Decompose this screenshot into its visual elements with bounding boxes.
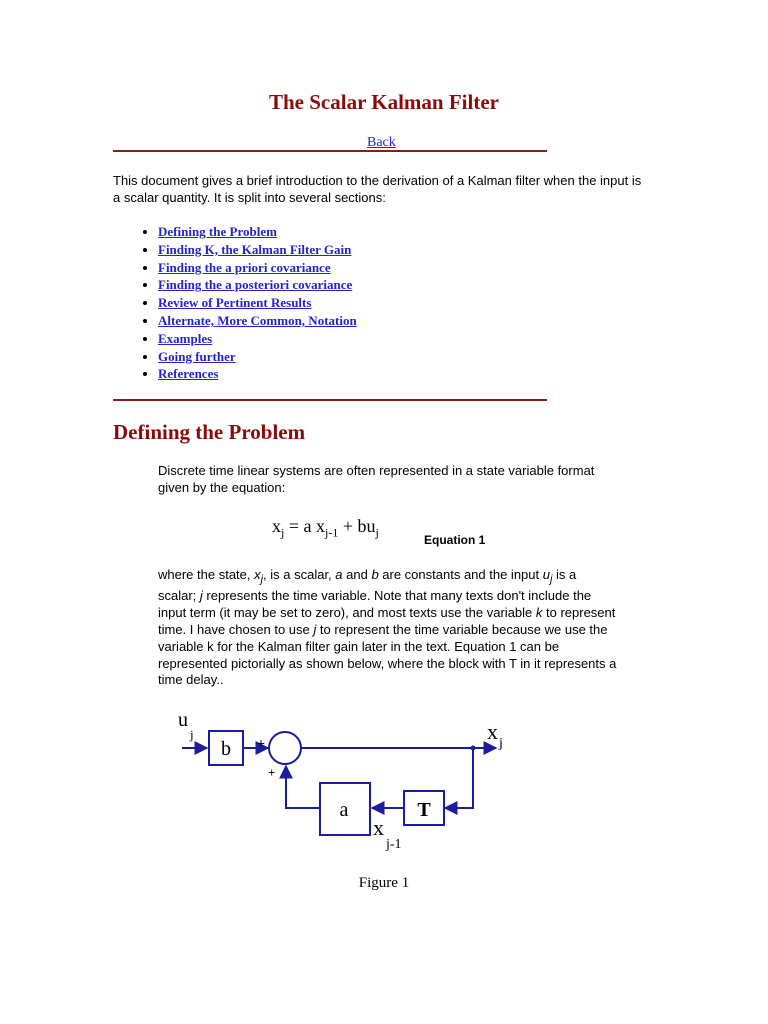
equation-label: Equation 1: [424, 533, 486, 547]
output-subscript: j: [499, 736, 503, 751]
feedback-subscript: j-1: [386, 837, 402, 852]
toc-item: [158, 312, 357, 330]
intro-text: This document gives a brief introduction to the derivation of a Kalman filter when the input is a scalar quantity. It is split into several sections:: [113, 173, 642, 205]
toc-item: [158, 294, 357, 312]
toc-item: [158, 330, 357, 348]
divider-bottom: [113, 399, 547, 401]
plus-sign-bottom: +: [268, 765, 276, 780]
toc-link-examples[interactable]: Examples: [158, 330, 213, 346]
section-paragraph-1: Discrete time linear systems are often represented in a state variable format given by the equation:: [158, 463, 595, 495]
toc-item: [158, 348, 357, 366]
equation-1: $x_j = a$ $x_{j-1} + bu_j$: [272, 516, 379, 540]
section-heading: Defining the Problem: [113, 420, 306, 444]
table-of-contents: [113, 223, 357, 383]
toc-link-references[interactable]: References: [158, 366, 219, 382]
toc-item: [158, 223, 357, 241]
figure-caption: Figure 1: [358, 875, 410, 891]
block-t-label: T: [417, 799, 431, 821]
input-subscript: j: [190, 727, 194, 742]
toc-link-kalman-gain[interactable]: Finding K, the Kalman Filter Gain: [158, 241, 352, 257]
toc-item: [158, 276, 357, 294]
output-label: x: [487, 719, 498, 744]
toc-link-a-posteriori[interactable]: Finding the a posteriori covariance: [158, 277, 353, 293]
block-b-label: b: [221, 738, 231, 760]
toc-link-defining-problem[interactable]: Defining the Problem: [158, 224, 277, 239]
summing-junction: [269, 732, 301, 764]
toc-item: [158, 365, 357, 383]
block-diagram: [160, 705, 520, 865]
toc-link-notation[interactable]: Alternate, More Common, Notation: [158, 312, 357, 328]
plus-sign-top: +: [257, 737, 265, 752]
page-title: The Scalar Kalman Filter: [268, 90, 499, 114]
divider-top: [113, 150, 547, 152]
section-paragraph-2: where the state, $x_j$, is a scalar, a and b are constants and the input $u_j$ is a scalar; j represents the time variable. Note that many texts don't include the input term (it may be set to zero), and most texts use the variable k to represent time. I have chosen to use j to represent the time variable because we use the variable k for the Kalman filter gain later in the text. Equation 1 can be represented pictorially as shown below, where the block with T in it represents a time delay..: [158, 567, 617, 688]
back-link[interactable]: Back: [367, 135, 396, 150]
feedback-label: x: [373, 815, 384, 840]
block-a-label: a: [339, 799, 349, 821]
toc-link-going-further[interactable]: Going further: [158, 348, 236, 364]
toc-item: [158, 259, 357, 277]
input-label: u: [178, 709, 188, 731]
toc-item: [158, 241, 357, 259]
toc-link-review[interactable]: Review of Pertinent Results: [158, 295, 312, 311]
toc-link-a-priori[interactable]: Finding the a priori covariance: [158, 259, 331, 275]
